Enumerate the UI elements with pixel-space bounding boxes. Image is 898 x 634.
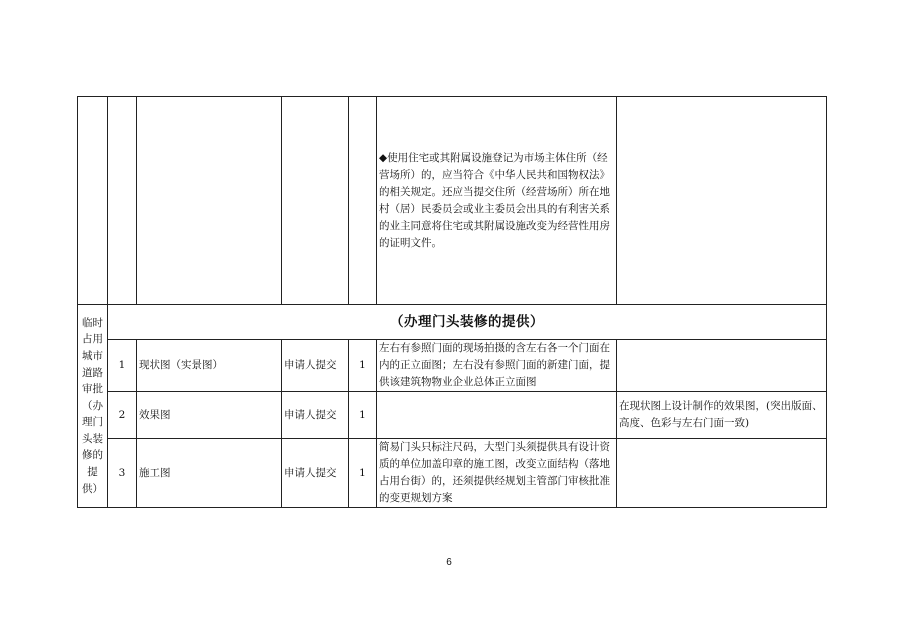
continued-row: [78, 97, 827, 305]
table-row: [78, 340, 827, 392]
row-number: 2: [108, 392, 137, 439]
material-source: 申请人提交: [282, 392, 349, 439]
continued-qty-cell: [349, 97, 377, 305]
section-row: [78, 305, 827, 340]
continued-category-cell: [78, 97, 108, 305]
material-name: 施工图: [137, 439, 282, 508]
page-number: 6: [446, 557, 452, 568]
material-qty: 1: [349, 392, 377, 439]
material-description: 简易门头只标注尺码，大型门头须提供具有设计资质的单位加盖印章的施工图，改变立面结构（落地占用台街）的，还须提供经规划主管部门审核批准的变更规划方案: [377, 439, 617, 508]
material-description: [377, 392, 617, 439]
continued-no-cell: [108, 97, 137, 305]
continued-description: ◆使用住宅或其附属设施登记为市场主体住所（经营场所）的，应当符合《中华人民共和国物权法》的相关规定。还应当提交住所（经营场所）所在地村（居）民委员会或业主委员会出具的有利害关系的业主同意将住宅或其附属设施改变为经营性用房的证明文件。: [377, 97, 617, 305]
material-source: 申请人提交: [282, 439, 349, 508]
material-description: 左右有参照门面的现场拍摄的含左右各一个门面在内的正立面图；左右没有参照门面的新建门面，提供该建筑物物业企业总体正立面图: [377, 340, 617, 392]
material-qty: 1: [349, 340, 377, 392]
row-number: 1: [108, 340, 137, 392]
section-title: （办理门头装修的提供）: [108, 305, 827, 340]
material-qty: 1: [349, 439, 377, 508]
material-note: [617, 439, 827, 508]
material-note: [617, 340, 827, 392]
material-name: 现状图（实景图）: [137, 340, 282, 392]
table-row: [78, 392, 827, 439]
continued-source-cell: [282, 97, 349, 305]
materials-table: [77, 96, 827, 508]
continued-note-cell: [617, 97, 827, 305]
material-name: 效果图: [137, 392, 282, 439]
continued-name-cell: [137, 97, 282, 305]
category-label: 临时占用城市道路审批（办理门头装修的提供）: [78, 305, 108, 508]
material-source: 申请人提交: [282, 340, 349, 392]
material-note: 在现状图上设计制作的效果图，(突出版面、高度、色彩与左右门面一致): [617, 392, 827, 439]
table-row: [78, 439, 827, 508]
row-number: 3: [108, 439, 137, 508]
